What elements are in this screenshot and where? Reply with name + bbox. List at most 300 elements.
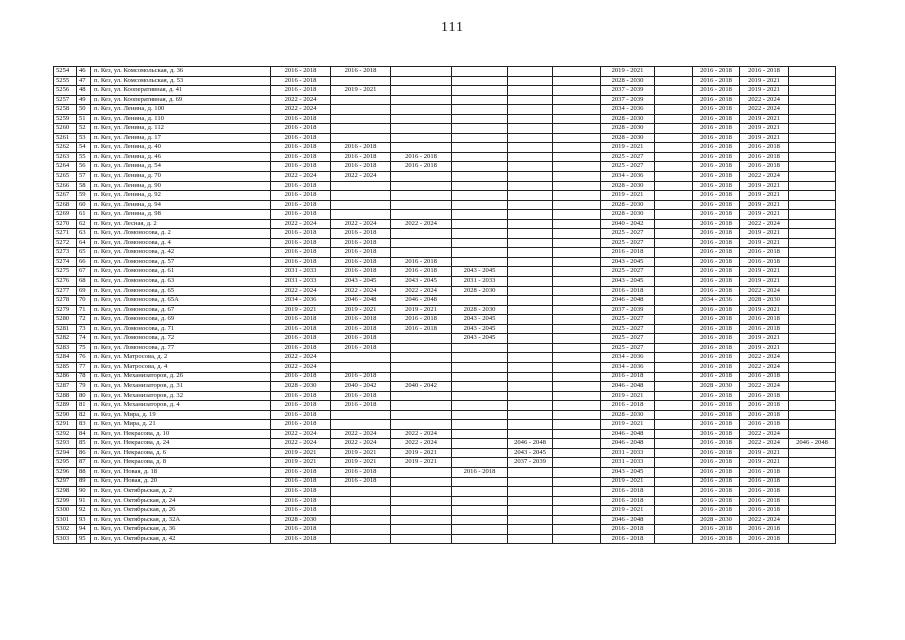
cell-period-7: 2016 - 2018 — [601, 525, 655, 535]
cell-period-4 — [452, 382, 508, 392]
cell-period-9: 2016 - 2018 — [693, 277, 740, 287]
cell-period-5 — [508, 162, 553, 172]
cell-period-8 — [655, 86, 693, 96]
cell-period-5 — [508, 391, 553, 401]
cell-period-10: 2022 - 2024 — [740, 439, 789, 449]
cell-record-id: 5264 — [54, 162, 77, 172]
cell-row-number: 88 — [77, 467, 91, 477]
cell-period-5 — [508, 143, 553, 153]
table-row — [54, 191, 836, 201]
cell-period-9: 2016 - 2018 — [693, 191, 740, 201]
cell-period-4 — [452, 152, 508, 162]
cell-period-9: 2028 - 2030 — [693, 515, 740, 525]
cell-period-1: 2022 - 2024 — [271, 105, 331, 115]
cell-record-id: 5261 — [54, 133, 77, 143]
cell-record-id: 5302 — [54, 525, 77, 535]
cell-period-10: 2022 - 2024 — [740, 105, 789, 115]
table-row — [54, 172, 836, 182]
cell-period-11 — [789, 229, 836, 239]
cell-record-id: 5279 — [54, 305, 77, 315]
cell-period-10: 2016 - 2018 — [740, 410, 789, 420]
cell-row-number: 83 — [77, 420, 91, 430]
cell-record-id: 5275 — [54, 267, 77, 277]
cell-period-3 — [391, 353, 452, 363]
cell-period-3: 2016 - 2018 — [391, 162, 452, 172]
cell-period-2: 2016 - 2018 — [331, 372, 391, 382]
cell-period-2: 2022 - 2024 — [331, 429, 391, 439]
cell-row-number: 91 — [77, 496, 91, 506]
cell-period-5 — [508, 286, 553, 296]
cell-period-11 — [789, 181, 836, 191]
cell-period-9: 2016 - 2018 — [693, 238, 740, 248]
cell-record-id: 5299 — [54, 496, 77, 506]
cell-period-9: 2016 - 2018 — [693, 305, 740, 315]
cell-period-9: 2016 - 2018 — [693, 219, 740, 229]
cell-record-id: 5285 — [54, 362, 77, 372]
cell-period-6 — [553, 448, 601, 458]
cell-period-2: 2043 - 2045 — [331, 277, 391, 287]
cell-period-3 — [391, 105, 452, 115]
cell-period-5 — [508, 172, 553, 182]
cell-address: п. Кез, ул. Октябрьская, д. 2 — [91, 487, 271, 497]
cell-period-8 — [655, 467, 693, 477]
cell-period-9: 2016 - 2018 — [693, 362, 740, 372]
cell-address: п. Кез, ул. Ломоносова, д. 63 — [91, 277, 271, 287]
cell-period-10: 2019 - 2021 — [740, 181, 789, 191]
cell-row-number: 84 — [77, 429, 91, 439]
cell-period-1: 2016 - 2018 — [271, 86, 331, 96]
cell-period-10: 2019 - 2021 — [740, 76, 789, 86]
cell-period-11 — [789, 334, 836, 344]
cell-period-5 — [508, 506, 553, 516]
cell-period-5 — [508, 229, 553, 239]
cell-period-11 — [789, 420, 836, 430]
cell-record-id: 5270 — [54, 219, 77, 229]
cell-record-id: 5257 — [54, 95, 77, 105]
cell-period-1: 2016 - 2018 — [271, 315, 331, 325]
cell-address: п. Кез, ул. Комсомольская, д. 53 — [91, 76, 271, 86]
table-row — [54, 458, 836, 468]
cell-period-10: 2016 - 2018 — [740, 467, 789, 477]
table-row — [54, 95, 836, 105]
cell-period-2: 2019 - 2021 — [331, 458, 391, 468]
cell-address: п. Кез, ул. Ленина, д. 17 — [91, 133, 271, 143]
cell-period-4 — [452, 86, 508, 96]
cell-period-7: 2037 - 2039 — [601, 305, 655, 315]
cell-period-10: 2019 - 2021 — [740, 200, 789, 210]
cell-period-1: 2019 - 2021 — [271, 305, 331, 315]
cell-row-number: 81 — [77, 401, 91, 411]
cell-record-id: 5283 — [54, 343, 77, 353]
cell-period-2 — [331, 353, 391, 363]
cell-period-6 — [553, 67, 601, 77]
cell-address: п. Кез, ул. Ломоносова, д. 65А — [91, 296, 271, 306]
table-row — [54, 391, 836, 401]
cell-period-2: 2022 - 2024 — [331, 219, 391, 229]
cell-period-1: 2016 - 2018 — [271, 391, 331, 401]
cell-address: п. Кез, ул. Комсомольская, д. 36 — [91, 67, 271, 77]
table-row — [54, 124, 836, 134]
cell-period-4: 2043 - 2045 — [452, 324, 508, 334]
cell-period-8 — [655, 429, 693, 439]
cell-address: п. Кез, ул. Механизаторов, д. 26 — [91, 372, 271, 382]
cell-period-8 — [655, 401, 693, 411]
cell-period-10: 2019 - 2021 — [740, 238, 789, 248]
cell-row-number: 63 — [77, 229, 91, 239]
cell-period-9: 2016 - 2018 — [693, 143, 740, 153]
cell-period-6 — [553, 257, 601, 267]
cell-period-2 — [331, 191, 391, 201]
cell-period-9: 2016 - 2018 — [693, 248, 740, 258]
cell-period-2: 2016 - 2018 — [331, 152, 391, 162]
cell-row-number: 92 — [77, 506, 91, 516]
cell-period-4 — [452, 401, 508, 411]
cell-period-9: 2016 - 2018 — [693, 439, 740, 449]
cell-period-6 — [553, 86, 601, 96]
table-row — [54, 334, 836, 344]
cell-period-8 — [655, 324, 693, 334]
table-row — [54, 353, 836, 363]
cell-address: п. Кез, ул. Ломоносова, д. 61 — [91, 267, 271, 277]
cell-period-4: 2028 - 2030 — [452, 286, 508, 296]
cell-period-10: 2022 - 2024 — [740, 362, 789, 372]
cell-period-7: 2019 - 2021 — [601, 477, 655, 487]
cell-period-6 — [553, 277, 601, 287]
cell-period-8 — [655, 191, 693, 201]
cell-period-7: 2028 - 2030 — [601, 124, 655, 134]
cell-period-7: 2046 - 2048 — [601, 382, 655, 392]
cell-address: п. Кез, ул. Ленина, д. 54 — [91, 162, 271, 172]
cell-record-id: 5263 — [54, 152, 77, 162]
cell-record-id: 5294 — [54, 448, 77, 458]
cell-period-1: 2022 - 2024 — [271, 219, 331, 229]
cell-period-3 — [391, 515, 452, 525]
cell-record-id: 5273 — [54, 248, 77, 258]
table-row — [54, 410, 836, 420]
cell-period-11 — [789, 67, 836, 77]
cell-period-9: 2016 - 2018 — [693, 67, 740, 77]
cell-period-5: 2037 - 2039 — [508, 458, 553, 468]
cell-period-1: 2022 - 2024 — [271, 353, 331, 363]
cell-period-6 — [553, 143, 601, 153]
cell-period-3 — [391, 67, 452, 77]
cell-period-8 — [655, 143, 693, 153]
table-row — [54, 181, 836, 191]
cell-period-11 — [789, 458, 836, 468]
cell-period-8 — [655, 105, 693, 115]
cell-address: п. Кез, ул. Ломоносова, д. 72 — [91, 334, 271, 344]
cell-period-7: 2031 - 2033 — [601, 458, 655, 468]
cell-period-1: 2016 - 2018 — [271, 133, 331, 143]
cell-period-8 — [655, 305, 693, 315]
cell-period-4 — [452, 391, 508, 401]
cell-record-id: 5295 — [54, 458, 77, 468]
cell-period-6 — [553, 105, 601, 115]
cell-period-2 — [331, 487, 391, 497]
cell-period-6 — [553, 343, 601, 353]
cell-period-7: 2046 - 2048 — [601, 429, 655, 439]
cell-period-8 — [655, 458, 693, 468]
cell-period-11 — [789, 267, 836, 277]
cell-period-3 — [391, 334, 452, 344]
cell-period-7: 2025 - 2027 — [601, 324, 655, 334]
cell-period-11 — [789, 515, 836, 525]
cell-period-2 — [331, 124, 391, 134]
cell-period-10: 2016 - 2018 — [740, 506, 789, 516]
table-row — [54, 515, 836, 525]
cell-period-9: 2016 - 2018 — [693, 152, 740, 162]
cell-record-id: 5274 — [54, 257, 77, 267]
cell-period-8 — [655, 487, 693, 497]
cell-period-2: 2016 - 2018 — [331, 143, 391, 153]
cell-period-7: 2019 - 2021 — [601, 391, 655, 401]
cell-period-8 — [655, 448, 693, 458]
cell-period-2: 2016 - 2018 — [331, 229, 391, 239]
cell-period-3 — [391, 525, 452, 535]
cell-period-7: 2025 - 2027 — [601, 229, 655, 239]
cell-period-7: 2025 - 2027 — [601, 152, 655, 162]
cell-row-number: 90 — [77, 487, 91, 497]
cell-period-4 — [452, 296, 508, 306]
cell-period-11 — [789, 124, 836, 134]
cell-period-8 — [655, 286, 693, 296]
cell-period-7: 2028 - 2030 — [601, 410, 655, 420]
cell-period-1: 2016 - 2018 — [271, 420, 331, 430]
cell-period-11: 2046 - 2048 — [789, 439, 836, 449]
cell-row-number: 94 — [77, 525, 91, 535]
cell-period-10: 2019 - 2021 — [740, 133, 789, 143]
cell-period-8 — [655, 296, 693, 306]
cell-period-1: 2016 - 2018 — [271, 401, 331, 411]
cell-period-6 — [553, 191, 601, 201]
cell-period-5 — [508, 382, 553, 392]
cell-period-9: 2016 - 2018 — [693, 210, 740, 220]
cell-period-3 — [391, 229, 452, 239]
cell-period-2 — [331, 410, 391, 420]
cell-period-3 — [391, 410, 452, 420]
cell-period-2 — [331, 496, 391, 506]
table-row — [54, 229, 836, 239]
cell-period-6 — [553, 477, 601, 487]
cell-period-6 — [553, 124, 601, 134]
cell-period-8 — [655, 238, 693, 248]
cell-period-3 — [391, 506, 452, 516]
cell-period-11 — [789, 506, 836, 516]
cell-period-7: 2037 - 2039 — [601, 86, 655, 96]
cell-period-4 — [452, 238, 508, 248]
cell-period-7: 2025 - 2027 — [601, 343, 655, 353]
cell-address: п. Кез, ул. Ломоносова, д. 57 — [91, 257, 271, 267]
cell-period-3 — [391, 248, 452, 258]
table-row — [54, 67, 836, 77]
cell-period-4 — [452, 191, 508, 201]
table-row — [54, 525, 836, 535]
cell-period-10: 2019 - 2021 — [740, 458, 789, 468]
cell-period-9: 2016 - 2018 — [693, 496, 740, 506]
cell-period-10: 2022 - 2024 — [740, 382, 789, 392]
cell-period-1: 2016 - 2018 — [271, 257, 331, 267]
cell-address: п. Кез, ул. Ломоносова, д. 42 — [91, 248, 271, 258]
cell-record-id: 5292 — [54, 429, 77, 439]
cell-period-10: 2022 - 2024 — [740, 172, 789, 182]
cell-period-7: 2025 - 2027 — [601, 315, 655, 325]
cell-period-9: 2016 - 2018 — [693, 410, 740, 420]
cell-period-4 — [452, 372, 508, 382]
cell-period-6 — [553, 353, 601, 363]
cell-period-1: 2016 - 2018 — [271, 410, 331, 420]
cell-period-3: 2019 - 2021 — [391, 458, 452, 468]
cell-period-4 — [452, 506, 508, 516]
cell-address: п. Кез, ул. Октябрьская, д. 36 — [91, 525, 271, 535]
cell-period-5 — [508, 124, 553, 134]
cell-record-id: 5267 — [54, 191, 77, 201]
cell-period-9: 2016 - 2018 — [693, 429, 740, 439]
cell-period-11 — [789, 534, 836, 544]
cell-period-3 — [391, 210, 452, 220]
cell-address: п. Кез, ул. Новая, д. 18 — [91, 467, 271, 477]
cell-row-number: 76 — [77, 353, 91, 363]
cell-period-4 — [452, 362, 508, 372]
cell-period-6 — [553, 410, 601, 420]
cell-row-number: 86 — [77, 448, 91, 458]
cell-period-10: 2019 - 2021 — [740, 210, 789, 220]
cell-address: п. Кез, ул. Ломоносова, д. 2 — [91, 229, 271, 239]
cell-period-11 — [789, 210, 836, 220]
cell-period-1: 2016 - 2018 — [271, 200, 331, 210]
cell-period-7: 2028 - 2030 — [601, 76, 655, 86]
cell-row-number: 60 — [77, 200, 91, 210]
cell-period-9: 2016 - 2018 — [693, 105, 740, 115]
cell-period-2 — [331, 133, 391, 143]
cell-address: п. Кез, ул. Некрасова, д. 10 — [91, 429, 271, 439]
cell-period-2: 2016 - 2018 — [331, 257, 391, 267]
cell-period-9: 2016 - 2018 — [693, 458, 740, 468]
cell-record-id: 5268 — [54, 200, 77, 210]
cell-period-1: 2016 - 2018 — [271, 525, 331, 535]
table-row — [54, 477, 836, 487]
table-row — [54, 439, 836, 449]
cell-period-8 — [655, 382, 693, 392]
cell-record-id: 5291 — [54, 420, 77, 430]
cell-period-2: 2016 - 2018 — [331, 324, 391, 334]
cell-period-5 — [508, 401, 553, 411]
cell-address: п. Кез, ул. Кооперативная, д. 41 — [91, 86, 271, 96]
cell-period-1: 2031 - 2033 — [271, 277, 331, 287]
cell-period-2 — [331, 105, 391, 115]
cell-period-10: 2016 - 2018 — [740, 401, 789, 411]
cell-period-3 — [391, 238, 452, 248]
cell-period-11 — [789, 410, 836, 420]
cell-period-9: 2016 - 2018 — [693, 525, 740, 535]
cell-address: п. Кез, ул. Некрасова, д. 6 — [91, 448, 271, 458]
cell-period-3 — [391, 467, 452, 477]
cell-period-11 — [789, 277, 836, 287]
cell-period-8 — [655, 181, 693, 191]
cell-address: п. Кез, ул. Октябрьская, д. 42 — [91, 534, 271, 544]
table-row — [54, 210, 836, 220]
cell-period-4 — [452, 487, 508, 497]
table-row — [54, 467, 836, 477]
cell-period-4 — [452, 219, 508, 229]
cell-address: п. Кез, ул. Кооперативная, д. 69 — [91, 95, 271, 105]
cell-period-11 — [789, 286, 836, 296]
cell-period-5 — [508, 487, 553, 497]
cell-period-1: 2016 - 2018 — [271, 506, 331, 516]
cell-period-10: 2028 - 2030 — [740, 296, 789, 306]
cell-period-11 — [789, 86, 836, 96]
cell-record-id: 5271 — [54, 229, 77, 239]
cell-period-7: 2034 - 2036 — [601, 362, 655, 372]
cell-period-11 — [789, 257, 836, 267]
cell-record-id: 5280 — [54, 315, 77, 325]
cell-period-1: 2022 - 2024 — [271, 362, 331, 372]
cell-period-11 — [789, 200, 836, 210]
cell-period-4 — [452, 248, 508, 258]
cell-period-5 — [508, 67, 553, 77]
page-number: 111 — [441, 20, 464, 35]
cell-period-9: 2016 - 2018 — [693, 267, 740, 277]
cell-address: п. Кез, ул. Ленина, д. 112 — [91, 124, 271, 134]
table-row — [54, 76, 836, 86]
cell-period-9: 2016 - 2018 — [693, 133, 740, 143]
cell-period-11 — [789, 219, 836, 229]
cell-period-4 — [452, 515, 508, 525]
cell-period-4: 2043 - 2045 — [452, 334, 508, 344]
cell-address: п. Кез, ул. Ломоносова, д. 69 — [91, 315, 271, 325]
cell-period-10: 2019 - 2021 — [740, 124, 789, 134]
cell-period-7: 2028 - 2030 — [601, 181, 655, 191]
cell-period-8 — [655, 200, 693, 210]
cell-period-7: 2019 - 2021 — [601, 506, 655, 516]
cell-period-4 — [452, 257, 508, 267]
cell-period-9: 2016 - 2018 — [693, 477, 740, 487]
table-row — [54, 277, 836, 287]
table-row — [54, 372, 836, 382]
cell-period-5 — [508, 534, 553, 544]
cell-period-8 — [655, 496, 693, 506]
cell-period-11 — [789, 76, 836, 86]
cell-period-8 — [655, 162, 693, 172]
cell-row-number: 72 — [77, 315, 91, 325]
cell-row-number: 50 — [77, 105, 91, 115]
cell-period-3 — [391, 391, 452, 401]
cell-period-8 — [655, 95, 693, 105]
cell-period-9: 2016 - 2018 — [693, 420, 740, 430]
cell-period-1: 2022 - 2024 — [271, 439, 331, 449]
cell-period-7: 2043 - 2045 — [601, 467, 655, 477]
cell-period-7: 2046 - 2048 — [601, 515, 655, 525]
cell-row-number: 46 — [77, 67, 91, 77]
cell-period-9: 2016 - 2018 — [693, 353, 740, 363]
cell-period-11 — [789, 401, 836, 411]
cell-period-1: 2016 - 2018 — [271, 229, 331, 239]
cell-period-11 — [789, 95, 836, 105]
cell-address: п. Кез, ул. Ломоносова, д. 71 — [91, 324, 271, 334]
cell-address: п. Кез, ул. Матросова, д. 2 — [91, 353, 271, 363]
cell-row-number: 66 — [77, 257, 91, 267]
cell-period-11 — [789, 133, 836, 143]
cell-period-2: 2022 - 2024 — [331, 286, 391, 296]
cell-period-11 — [789, 448, 836, 458]
cell-period-2: 2016 - 2018 — [331, 334, 391, 344]
cell-period-3 — [391, 95, 452, 105]
cell-row-number: 70 — [77, 296, 91, 306]
cell-period-2: 2016 - 2018 — [331, 248, 391, 258]
cell-period-4: 2043 - 2045 — [452, 267, 508, 277]
cell-period-4 — [452, 210, 508, 220]
cell-period-9: 2016 - 2018 — [693, 343, 740, 353]
cell-period-10: 2019 - 2021 — [740, 277, 789, 287]
